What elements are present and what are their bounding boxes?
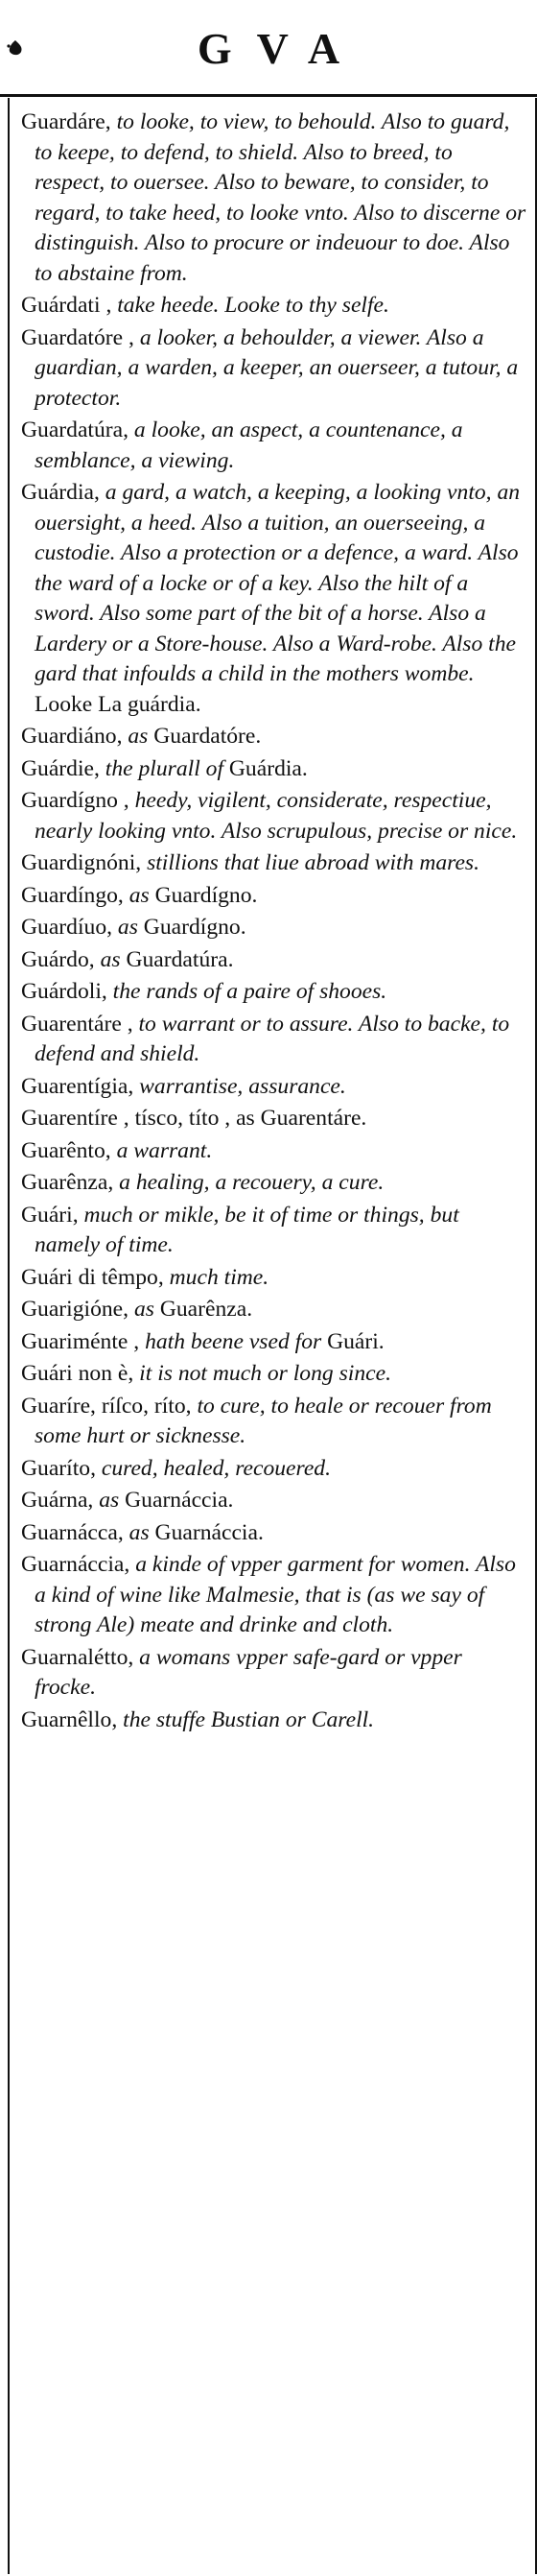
entry-headword: Guaríto, (21, 1455, 96, 1481)
entry-cross-reference: Guárdia. (223, 755, 308, 781)
entry-definition: stillions that liue abroad with mares. (141, 850, 480, 875)
entry-headword: Guári di têmpo, (21, 1264, 164, 1290)
dictionary-entry (21, 1327, 527, 1358)
entry-cross-reference: Guarnáccia. (119, 1488, 234, 1513)
entry-headword: Guardatúra, (21, 417, 129, 442)
entry-headword: Guárdoli, (21, 979, 107, 1004)
entry-definition: a gard, a watch, a keeping, a looking vnto, an ouersight, a heed. Also a tuition, an ouerseeing, a custodie. Also a protection or a defence, a ward. Also the ward of a locke or of a key. Also the hilt of a sword. Also some part of the bit of a horse. Also a Lardery or a Store-house. Also a Ward-robe. Also the gard that infoulds a child in the mothers wombe. (35, 480, 521, 686)
entry-definition: much or mikle, be it of time or things, but namely of time. (35, 1202, 459, 1257)
entry-headword: Guarênza, (21, 1170, 114, 1195)
dictionary-entry (21, 291, 527, 322)
dictionary-entry (21, 1263, 527, 1294)
entry-cross-reference: Guardígno. (137, 915, 246, 940)
entry-headword: Guarentáre , (21, 1011, 133, 1037)
entry-headword: Guardáre, (21, 109, 111, 134)
entry-definition: as (93, 1488, 120, 1513)
dictionary-entry (21, 416, 527, 476)
dictionary-entry (21, 1705, 527, 1736)
entry-definition: to warrant or to assure. Also to backe, to defend and shield. (35, 1011, 510, 1066)
entry-definition: heedy, vigilent, considerate, respectiue, nearly looking vnto. Also scrupulous, precise or nice. (35, 788, 518, 844)
dictionary-entry (21, 1643, 527, 1704)
dictionary-entry (21, 1392, 527, 1452)
entry-definition: warrantise, assurance. (133, 1073, 346, 1099)
entry-headword: Guári non è, (21, 1361, 134, 1386)
dictionary-entry (21, 1168, 527, 1199)
entry-cross-reference: Looke La guárdia. (35, 691, 201, 717)
entry-headword: Guárdo, (21, 946, 95, 972)
dictionary-entry (21, 1072, 527, 1103)
dictionary-entry (21, 848, 527, 879)
entry-headword: Guarnácca, (21, 1519, 124, 1545)
entry-headword: Guardíngo, (21, 882, 124, 908)
dictionary-entry (21, 1518, 527, 1549)
running-head: GVA (197, 24, 365, 73)
entry-definition: as (112, 915, 138, 940)
entry-headword: Guardatóre , (21, 324, 134, 350)
dictionary-entry (21, 1454, 527, 1485)
entry-headword: Guarnáccia, (21, 1552, 130, 1577)
entry-cross-reference: Guardatúra. (120, 946, 234, 972)
entry-definition: as (94, 946, 121, 972)
entry-cross-reference: Guardatóre. (148, 724, 262, 749)
entry-definition: cured, healed, recouered. (95, 1455, 331, 1481)
dictionary-entry (21, 1359, 527, 1390)
entry-definition: a healing, a recouery, a cure. (113, 1170, 385, 1195)
entry-headword: Guári, (21, 1202, 79, 1228)
entry-headword: Guarnalétto, (21, 1644, 134, 1670)
dictionary-entry (21, 1295, 527, 1325)
dictionary-entry (21, 1550, 527, 1641)
entry-cross-reference: Guardígno. (149, 882, 258, 908)
entry-headword: Guárdia, (21, 480, 100, 505)
entry-headword: Guárna, (21, 1488, 94, 1513)
entry-headword: Guarentíre , (21, 1106, 129, 1131)
dictionary-entry (21, 107, 527, 289)
entry-definition: as (123, 882, 150, 908)
entry-definition: as (123, 1519, 150, 1545)
dictionary-entry (21, 913, 527, 943)
entry-headword: Guardíuo, (21, 915, 113, 940)
entry-headword: Guardignóni, (21, 850, 142, 875)
entry-definition: a looke, an aspect, a countenance, a semblance, a viewing. (35, 417, 463, 473)
entry-definition: to cure, to heale or recouer from some hurt or sicknesse. (35, 1393, 492, 1448)
dictionary-entry (21, 945, 527, 976)
header-rule (0, 94, 537, 97)
entry-cross-reference: Guári. (321, 1328, 385, 1354)
entry-headword: Guarigióne, (21, 1297, 129, 1322)
entry-definition: a looker, a behoulder, a viewer. Also a guardian, a warden, a keeper, an ouerseer, a tutour, a protector. (35, 324, 519, 411)
dictionary-entry (21, 881, 527, 912)
entry-cross-reference: Guarênza. (153, 1297, 253, 1322)
dictionary-entry (21, 977, 527, 1008)
dictionary-entry (21, 1486, 527, 1516)
entry-definition: the plurall of (99, 755, 223, 781)
entry-headword: Guarnêllo, (21, 1706, 118, 1732)
entry-definition: the rands of a paire of shooes. (106, 979, 387, 1004)
entry-definition: the stuffe Bustian or Carell. (117, 1706, 375, 1732)
entry-definition: to looke, to view, to behould. Also to guard, to keepe, to defend, to shield. Also to breed, to respect, to ouersee. Also to beware, to consider, to regard, to take heed, to looke vnto. Also to discerne or distinguish. Also to procure or indeuour to doe. Also to abstaine from. (35, 109, 526, 286)
entry-definition: as (128, 1297, 154, 1322)
entry-cross-reference: Guarnáccia. (149, 1519, 264, 1545)
entry-headword: Guárdie, (21, 755, 100, 781)
entry-headword: Guaríre, (21, 1393, 96, 1419)
dictionary-entry (21, 478, 527, 720)
entry-list (10, 98, 535, 1735)
entry-cross-reference: ríſco, ríto, (95, 1393, 192, 1419)
dictionary-column (8, 98, 537, 2574)
dictionary-entry (21, 1201, 527, 1261)
entry-definition: take heede. Looke to thy selfe. (111, 293, 389, 318)
dictionary-entry (21, 1104, 527, 1134)
entry-definition: a kinde of vpper garment for women. Also a kind of wine like Malmesie, that is (as we say of strong Ale) meate and drinke and cloth. (35, 1552, 516, 1637)
entry-definition: as (122, 724, 149, 749)
entry-definition: a womans vpper safe-gard or vpper frocke. (35, 1644, 462, 1700)
dictionary-entry (21, 1010, 527, 1070)
page-header (0, 0, 537, 106)
dictionary-entry (21, 1136, 527, 1167)
entry-definition: much time. (163, 1264, 269, 1290)
dictionary-entry (21, 722, 527, 752)
entry-cross-reference: tísco, títo , as Guarentáre. (128, 1106, 367, 1131)
entry-definition: it is not much or long since. (133, 1361, 391, 1386)
entry-headword: Guardígno , (21, 788, 129, 813)
entry-definition: a warrant. (110, 1137, 213, 1163)
entry-definition: hath beene vsed for (139, 1328, 322, 1354)
dictionary-entry (21, 323, 527, 415)
dictionary-entry (21, 786, 527, 847)
dictionary-entry (21, 754, 527, 785)
entry-headword: Guarênto, (21, 1137, 111, 1163)
entry-headword: Guárdati , (21, 293, 112, 318)
entry-headword: Guardiáno, (21, 724, 123, 749)
entry-headword: Guarentígia, (21, 1073, 134, 1099)
entry-headword: Guariménte , (21, 1328, 140, 1354)
